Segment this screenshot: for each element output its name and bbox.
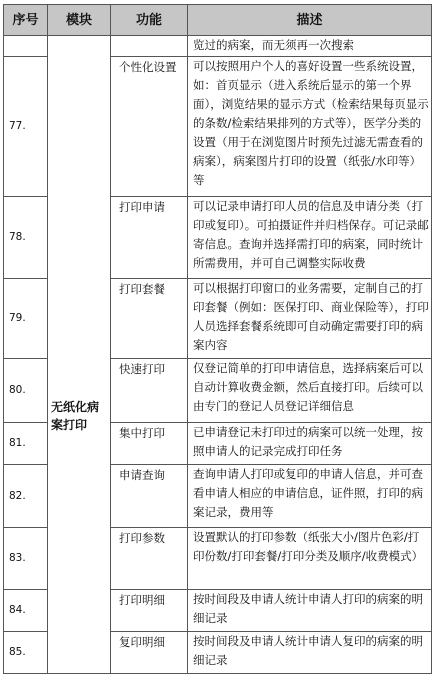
row-desc: 查询申请人打印或复印的申请人信息，并可查看申请人相应的申请信息，证件照，打印的病案记录，费用等 <box>188 465 432 528</box>
row-num <box>4 36 48 57</box>
feature-table <box>3 4 432 674</box>
row-num: 85. <box>4 632 48 674</box>
header-num: 序号 <box>4 5 48 36</box>
module-cell <box>48 36 111 674</box>
row-desc: 按时间段及申请人统计申请人打印的病案的明细记录 <box>188 590 432 632</box>
row-desc: 览过的病案，而无须再一次搜索 <box>188 36 432 57</box>
row-desc: 可以按照用户个人的喜好设置一些系统设置，如：首页显示（进入系统后显示的第一个界面），浏览结果的显示方式（检索结果每页显示的条数/检索结果排列的方式等），医学分类的设置（用于在浏览图片时预先过滤无需查看的病案），病案图片打印的设置（纸张/水印等）等 <box>188 57 432 197</box>
row-function: 个性化设置 <box>111 57 188 197</box>
row-desc: 按时间段及申请人统计申请人复印的病案的明细记录 <box>188 632 432 674</box>
document-table-container <box>3 4 431 674</box>
row-num: 79. <box>4 279 48 359</box>
header-function: 功能 <box>111 5 188 36</box>
row-function: 打印参数 <box>111 528 188 590</box>
row-desc: 可以根据打印窗口的业务需要，定制自己的打印套餐（例如：医保打印、商业保险等），打印人员选择套餐系统即可自动确定需要打印的病案内容 <box>188 279 432 359</box>
row-function: 打印套餐 <box>111 279 188 359</box>
row-function <box>111 36 188 57</box>
row-desc: 可以记录申请打印人员的信息及申请分类（打印或复印）。可拍摄证件并归档保存。可记录邮寄信息。查询并选择需打印的病案，同时统计所需费用，并可自己调整实际收费 <box>188 197 432 279</box>
row-function: 复印明细 <box>111 632 188 674</box>
row-num: 80. <box>4 359 48 423</box>
row-desc: 已申请登记未打印过的病案可以统一处理，按照申请人的记录完成打印任务 <box>188 423 432 465</box>
header-row <box>4 5 432 36</box>
header-module: 模块 <box>48 5 111 36</box>
module-name: 无纸化病案打印 <box>51 400 100 432</box>
row-num: 82. <box>4 465 48 528</box>
row-num: 78. <box>4 197 48 279</box>
header-desc: 描述 <box>188 5 432 36</box>
row-function: 打印申请 <box>111 197 188 279</box>
row-desc: 仅登记简单的打印申请信息，选择病案后可以自动计算收费金额，然后直接打印。后续可以由专门的登记人员登记详细信息 <box>188 359 432 423</box>
table-row <box>4 36 432 57</box>
row-function: 集中打印 <box>111 423 188 465</box>
row-function: 快速打印 <box>111 359 188 423</box>
row-function: 申请查询 <box>111 465 188 528</box>
row-num: 84. <box>4 590 48 632</box>
row-desc: 设置默认的打印参数（纸张大小/图片色彩/打印份数/打印套餐/打印分类及顺序/收费模式） <box>188 528 432 590</box>
row-num: 81. <box>4 423 48 465</box>
row-num: 77. <box>4 57 48 197</box>
row-num: 83. <box>4 528 48 590</box>
row-function: 打印明细 <box>111 590 188 632</box>
